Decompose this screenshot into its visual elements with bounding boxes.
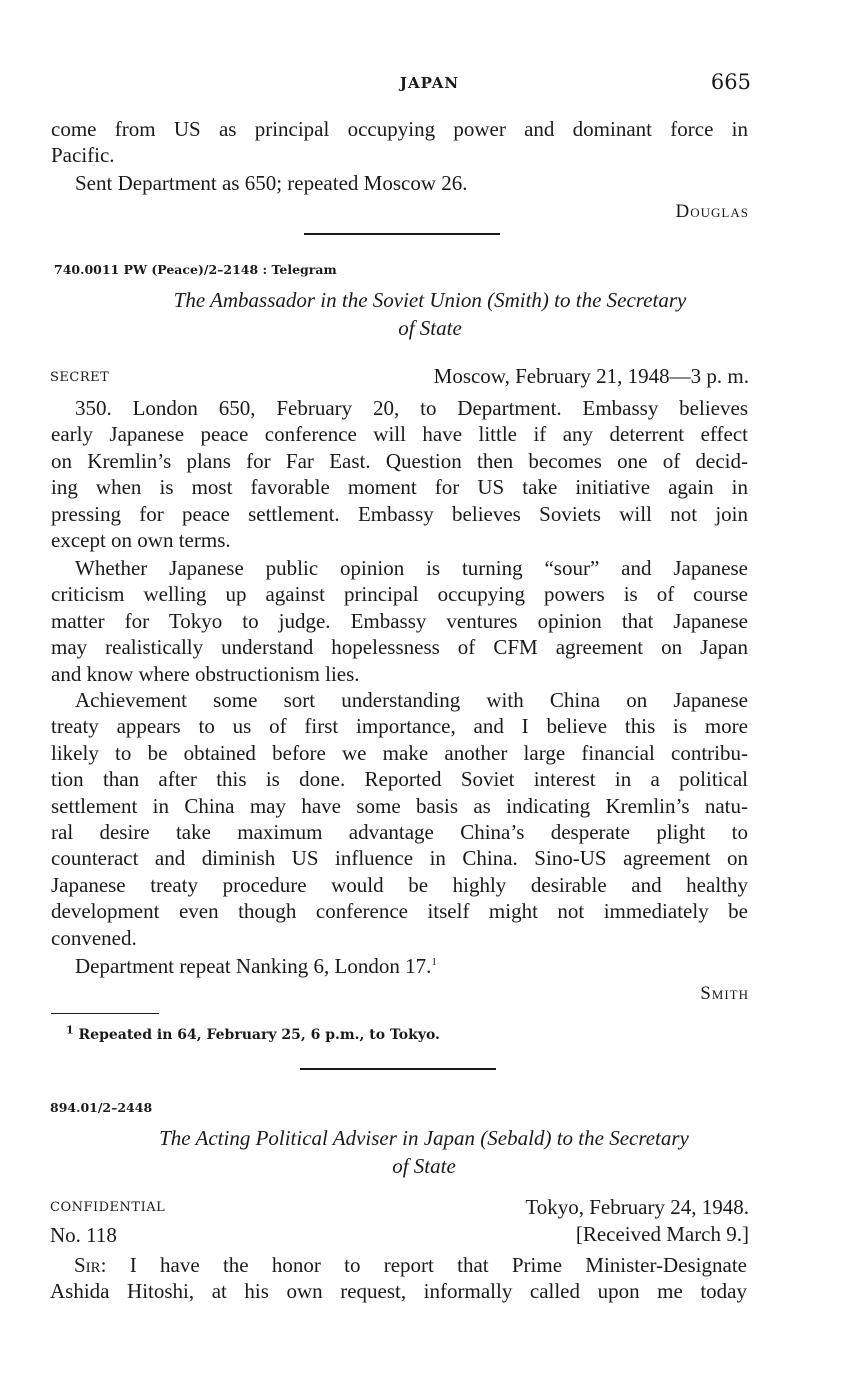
- heading-line: of State: [392, 1154, 456, 1178]
- text-line: 350. London 650, February 20, to Department. Embassy believes: [75, 396, 748, 420]
- text-line: Japanese treaty procedure would be highly desirable and healthy: [51, 872, 748, 897]
- text-line: [51, 953, 748, 979]
- paragraph: [51, 687, 748, 951]
- footnote-text: Repeated in 64, February 25, 6 p.m., to Tokyo.: [78, 1027, 440, 1043]
- heading-line: The Ambassador in the Soviet Union (Smith) to the Secretary: [173, 288, 687, 312]
- received-date: [Received March 9.]: [575, 1222, 749, 1246]
- continuation-paragraph: [51, 116, 748, 169]
- dateline: Tokyo, February 24, 1948.: [525, 1195, 749, 1219]
- text-line: development even though conference itself might not immediately be: [51, 899, 748, 924]
- repeat-text: Department repeat Nanking 6, London 17.: [75, 954, 432, 978]
- text-line: except on own terms.: [51, 528, 231, 553]
- text-line: Ashida Hitoshi, at his own request, informally called upon me today: [50, 1279, 747, 1304]
- footnote-marker: 1: [66, 1023, 74, 1037]
- text-line: Whether Japanese public opinion is turning “sour” and Japanese: [75, 556, 748, 580]
- document-heading: [54, 286, 806, 342]
- heading-line: The Acting Political Adviser in Japan (Sebald) to the Secretary: [159, 1126, 689, 1150]
- text-line: early Japanese peace conference will have little if any deterrent effect: [51, 422, 748, 447]
- text-line: on Kremlin’s plans for Far East. Question then becomes one of decid-: [51, 448, 748, 473]
- text-line: Sent Department as 650; repeated Moscow 26.: [75, 171, 468, 195]
- paragraph: [51, 395, 748, 553]
- text-line: may realistically understand hopelessness of CFM agreement on Japan: [51, 635, 748, 660]
- signature-douglas: Douglas: [675, 201, 749, 222]
- section-divider: [300, 1068, 496, 1070]
- text-line: matter for Tokyo to judge. Embassy ventures opinion that Japanese: [51, 608, 748, 633]
- text-line: pressing for peace settlement. Embassy believes Soviets will not join: [51, 501, 748, 526]
- footnote-rule: [51, 1013, 159, 1014]
- page-number: 665: [710, 70, 751, 94]
- classification-secret: SECRET: [50, 370, 110, 385]
- dateline: Moscow, February 21, 1948—3 p. m.: [433, 364, 749, 388]
- text-line: come from US as principal occupying power and dominant force in: [51, 117, 748, 141]
- repeat-note: [51, 953, 748, 979]
- paragraph: [51, 555, 748, 687]
- footnote: [66, 1023, 440, 1043]
- sent-note: [51, 170, 748, 196]
- section-divider: [304, 233, 500, 235]
- running-header-title: JAPAN: [399, 74, 460, 92]
- text-line: [50, 1252, 747, 1278]
- salutation: Sir:: [74, 1253, 107, 1277]
- body-text: I have the honor to report that Prime Minister-Designate: [129, 1253, 747, 1277]
- text-line: and know where obstructionism lies.: [51, 661, 360, 686]
- document-heading: [48, 1124, 800, 1180]
- classification-confidential: CONFIDENTIAL: [50, 1200, 166, 1215]
- text-line: criticism welling up against principal occupying powers is of course: [51, 582, 748, 607]
- text-line: convened.: [51, 925, 137, 950]
- footnote-reference[interactable]: 1: [431, 956, 437, 968]
- text-line: Pacific.: [51, 143, 115, 168]
- paragraph: [50, 1252, 747, 1305]
- text-line: tion than after this is done. Reported Soviet interest in a political: [51, 767, 748, 792]
- signature-smith: Smith: [700, 983, 749, 1004]
- file-number: 894.01/2–2448: [50, 1100, 153, 1115]
- despatch-number: [50, 1222, 170, 1248]
- text-line: counteract and diminish US influence in China. Sino-US agreement on: [51, 846, 748, 871]
- text-line: Achievement some sort understanding with China on Japanese: [75, 688, 748, 712]
- heading-line: of State: [398, 316, 462, 340]
- text-line: likely to be obtained before we make another large financial contribu-: [51, 740, 748, 765]
- text-line: settlement in China may have some basis as indicating Kremlin’s natu-: [51, 793, 748, 818]
- file-number: 740.0011 PW (Peace)/2–2148 : Telegram: [54, 262, 337, 277]
- text-line: No. 118: [50, 1223, 117, 1247]
- text-line: ing when is most favorable moment for US take initiative again in: [51, 475, 748, 500]
- text-line: treaty appears to us of first importance, and I believe this is more: [51, 714, 748, 739]
- text-line: ral desire take maximum advantage China’s desperate plight to: [51, 820, 748, 845]
